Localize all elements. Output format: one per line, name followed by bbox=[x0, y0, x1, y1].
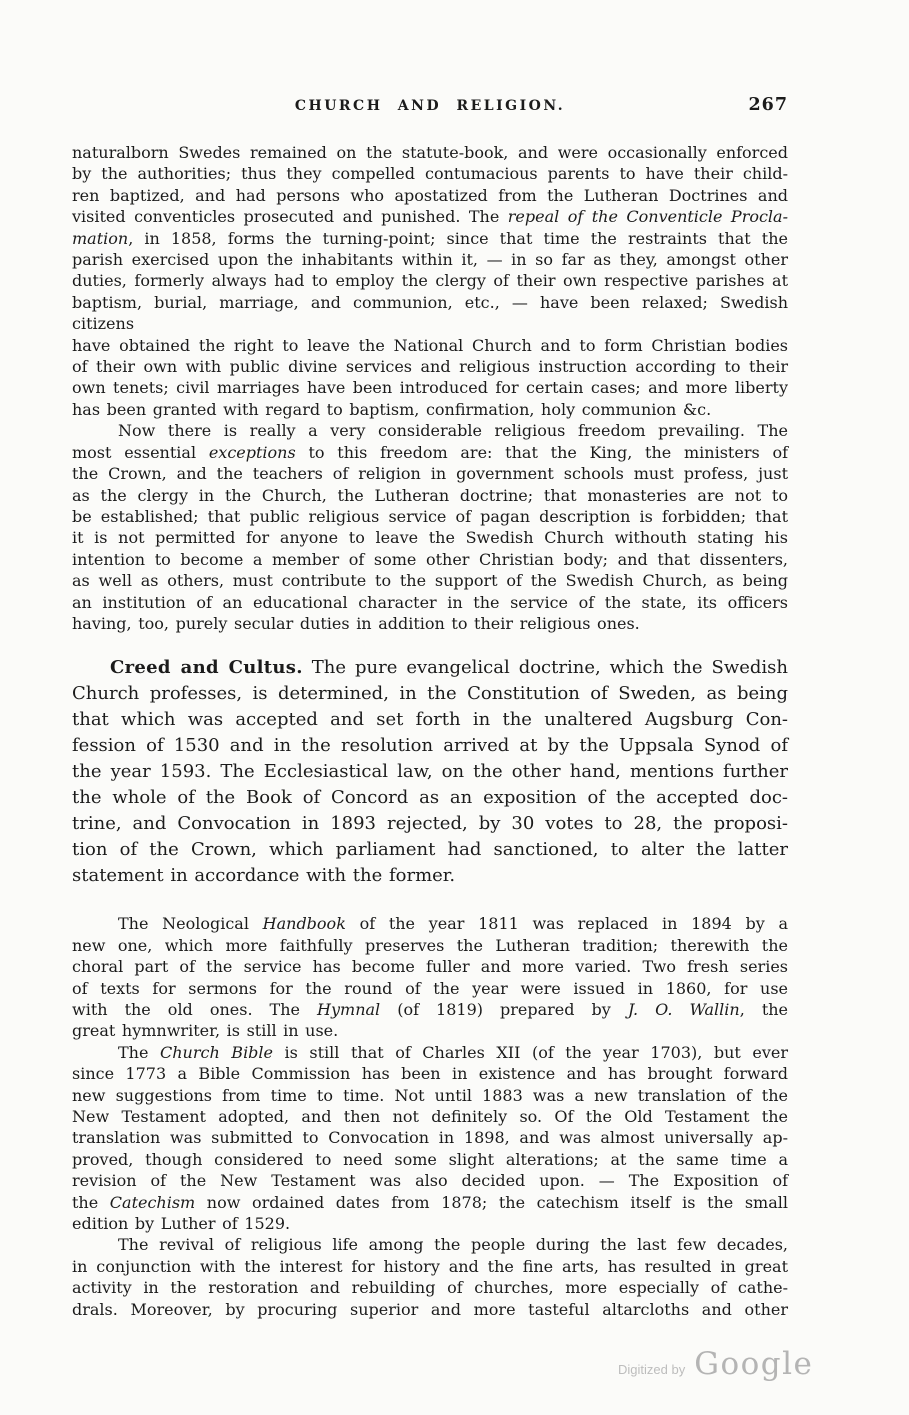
text-line bbox=[72, 1020, 788, 1041]
italic-text: Catechism bbox=[109, 1192, 196, 1212]
body-text: Church professes, is determined, in the Constitution of Sweden, as being bbox=[72, 683, 788, 705]
text-line bbox=[72, 999, 788, 1020]
text-line bbox=[72, 592, 788, 613]
body-text: , in 1858, forms the turning-point; since that time the restraints that the bbox=[128, 228, 788, 248]
italic-text: J. O. Wallin bbox=[627, 999, 740, 1019]
italic-text: repeal of the Conventicle Procla- bbox=[507, 207, 788, 227]
italic-text: exceptions bbox=[208, 442, 296, 462]
body-text: be established; that public religious service of pagan description is forbidden; that bbox=[72, 506, 788, 526]
body-text: most essential bbox=[72, 442, 209, 462]
text-line bbox=[72, 707, 788, 733]
paragraph bbox=[72, 420, 788, 634]
body-text: tion of the Crown, which parliament had sanctioned, to alter the latter bbox=[72, 839, 788, 861]
text-line bbox=[72, 527, 788, 548]
body-text: having, too, purely secular duties in addition to their religious ones. bbox=[72, 613, 640, 633]
body-text: visited conventicles prosecuted and punished. The bbox=[72, 207, 508, 227]
body-text: since 1773 a Bible Commission has been in existence and has brought forward bbox=[72, 1064, 788, 1084]
body-text: is still that of Charles XII (of the year 1703), but ever bbox=[273, 1042, 789, 1062]
text-line bbox=[72, 811, 788, 837]
body-text: the year 1593. The Ecclesiastical law, on the other hand, mentions further bbox=[72, 761, 788, 783]
text-line bbox=[72, 978, 788, 999]
text-line bbox=[72, 655, 788, 681]
text-line bbox=[72, 1063, 788, 1084]
body-text: edition by Luther of 1529. bbox=[72, 1214, 291, 1234]
body-text: as well as others, must contribute to the support of the Swedish Church, as being bbox=[72, 571, 788, 591]
text-line bbox=[72, 1256, 788, 1277]
running-title: CHURCH AND RELIGION. bbox=[294, 98, 566, 114]
paragraph bbox=[72, 913, 788, 1041]
text-line bbox=[72, 1234, 788, 1255]
text-line bbox=[72, 185, 788, 206]
body-text: the whole of the Book of Concord as an exposition of the accepted doc- bbox=[72, 787, 788, 809]
body-text: now ordained dates from 1878; the catechism itself is the small bbox=[195, 1192, 789, 1212]
text-line bbox=[72, 956, 788, 977]
body-text: the Crown, and the teachers of religion in government schools must profess, just bbox=[72, 464, 788, 484]
body-text: own tenets; civil marriages have been introduced for certain cases; and more liberty bbox=[72, 378, 788, 398]
page-number: 267 bbox=[748, 95, 788, 115]
body-text: ren baptized, and had persons who apostatized from the Lutheran Doctrines and bbox=[72, 185, 788, 205]
italic-text: Church Bible bbox=[160, 1042, 274, 1062]
body-text: by the authorities; thus they compelled contumacious parents to have their child- bbox=[72, 164, 788, 184]
text-line bbox=[72, 1127, 788, 1148]
text-line bbox=[72, 935, 788, 956]
text-line bbox=[72, 399, 788, 420]
body-text: as the clergy in the Church, the Lutheran doctrine; that monasteries are not to bbox=[72, 485, 788, 505]
body-text: revision of the New Testament was also decided upon. — The Exposition of bbox=[72, 1171, 788, 1191]
text-line bbox=[72, 785, 788, 811]
body-text: baptism, burial, marriage, and communion, etc., — have been relaxed; Swedish citizens bbox=[72, 292, 788, 334]
body-text: in conjunction with the interest for history and the fine arts, has resulted in great bbox=[72, 1256, 788, 1276]
body-text: it is not permitted for anyone to leave the Swedish Church withouth stating his bbox=[72, 528, 788, 548]
text-line bbox=[72, 335, 788, 356]
text-line bbox=[72, 292, 788, 335]
body-text: new one, which more faithfully preserves the Lutheran tradition; therewith the bbox=[72, 935, 788, 955]
text-line bbox=[72, 759, 788, 785]
text-line bbox=[72, 1085, 788, 1106]
body-text: fession of 1530 and in the resolution arrived at by the Uppsala Synod of bbox=[72, 735, 788, 757]
watermark bbox=[618, 1346, 813, 1382]
body-text: the bbox=[72, 1192, 110, 1212]
body-text: translation was submitted to Convocation in 1898, and was almost universally ap- bbox=[72, 1128, 788, 1148]
page-content bbox=[72, 95, 789, 1320]
body-text: Now there is really a very considerable religious freedom prevailing. The bbox=[118, 421, 788, 441]
digitized-by-label: Digitized by bbox=[618, 1362, 686, 1377]
body-text: have obtained the right to leave the National Church and to form Christian bodies bbox=[72, 335, 788, 355]
body-text: , the bbox=[739, 999, 789, 1019]
body-text: trine, and Convocation in 1893 rejected, by 30 votes to 28, the proposi- bbox=[72, 813, 788, 835]
paragraph bbox=[72, 1042, 788, 1235]
text-line bbox=[72, 1106, 788, 1127]
body-text: proved, though considered to need some slight alterations; at the same time a bbox=[72, 1149, 788, 1169]
text-line bbox=[72, 270, 788, 291]
body-text: an institution of an educational character in the service of the state, its officers bbox=[72, 592, 788, 612]
italic-text: Handbook bbox=[262, 914, 346, 934]
paragraph bbox=[72, 655, 788, 889]
body-text: choral part of the service has become fuller and more varied. Two fresh series bbox=[72, 957, 788, 977]
text-line bbox=[72, 549, 788, 570]
body-text: statement in accordance with the former. bbox=[72, 865, 456, 887]
body-text: intention to become a member of some other Christian body; and that dissenters, bbox=[72, 549, 788, 569]
body-text: new suggestions from time to time. Not until 1883 was a new translation of the bbox=[72, 1085, 788, 1105]
body-text: parish exercised upon the inhabitants within it, — in so far as they, amongst other bbox=[72, 250, 788, 270]
body-text: The pure evangelical doctrine, which the Swedish bbox=[302, 657, 788, 679]
body-text: to this freedom are: that the King, the ministers of bbox=[295, 442, 788, 462]
text-line bbox=[72, 249, 788, 270]
body-text: great hymnwriter, is still in use. bbox=[72, 1021, 339, 1041]
text-line bbox=[72, 863, 788, 889]
body-text: naturalborn Swedes remained on the statute-book, and were occasionally enforced bbox=[72, 143, 788, 162]
text-line bbox=[72, 228, 788, 249]
body-text: (of 1819) prepared by bbox=[380, 999, 628, 1019]
body-text: of their own with public divine services and religious instruction according to their bbox=[72, 357, 788, 377]
body-text: duties, formerly always had to employ the clergy of their own respective parishes at bbox=[72, 271, 788, 291]
italic-text: Hymnal bbox=[317, 999, 381, 1019]
text-line bbox=[72, 570, 788, 591]
text-line bbox=[72, 142, 788, 163]
paragraph bbox=[72, 142, 788, 420]
text-line bbox=[72, 485, 788, 506]
paragraph bbox=[72, 1234, 788, 1320]
text-line bbox=[72, 206, 788, 227]
body-text: of texts for sermons for the round of the year were issued in 1860, for use bbox=[72, 978, 788, 998]
text-line bbox=[72, 420, 788, 441]
text-line bbox=[72, 1213, 788, 1234]
google-logo: Google bbox=[694, 1346, 814, 1382]
text-line bbox=[72, 913, 788, 934]
text-line bbox=[72, 1170, 788, 1191]
body-text: The Neological bbox=[118, 914, 263, 934]
body-text: drals. Moreover, by procuring superior and more tasteful altarcloths and other bbox=[72, 1299, 788, 1319]
body-text: The bbox=[118, 1042, 160, 1062]
text-line bbox=[72, 1149, 788, 1170]
page-text bbox=[72, 142, 788, 1320]
italic-text: mation bbox=[72, 228, 129, 248]
text-line bbox=[72, 442, 788, 463]
text-line bbox=[72, 463, 788, 484]
text-line bbox=[72, 733, 788, 759]
text-line bbox=[72, 377, 788, 398]
text-line bbox=[72, 837, 788, 863]
text-line bbox=[72, 356, 788, 377]
body-text: has been granted with regard to baptism, confirmation, holy communion &c. bbox=[72, 399, 712, 419]
text-line bbox=[72, 681, 788, 707]
text-line bbox=[72, 613, 788, 634]
text-line bbox=[72, 1277, 788, 1298]
body-text: New Testament adopted, and then not definitely so. Of the Old Testament the bbox=[72, 1107, 788, 1126]
body-text: activity in the restoration and rebuilding of churches, more especially of cathe- bbox=[72, 1278, 788, 1298]
body-text: that which was accepted and set forth in the unaltered Augsburg Con- bbox=[72, 709, 788, 731]
text-line bbox=[72, 1042, 788, 1063]
text-line bbox=[72, 506, 788, 527]
text-line bbox=[72, 1192, 788, 1213]
body-text: with the old ones. The bbox=[72, 999, 318, 1019]
body-text: of the year 1811 was replaced in 1894 by a bbox=[345, 914, 788, 934]
page-header bbox=[72, 95, 788, 116]
text-line bbox=[72, 1299, 788, 1320]
section-heading: Creed and Cultus. bbox=[110, 657, 303, 679]
body-text: The revival of religious life among the people during the last few decades, bbox=[118, 1235, 788, 1255]
text-line bbox=[72, 163, 788, 184]
